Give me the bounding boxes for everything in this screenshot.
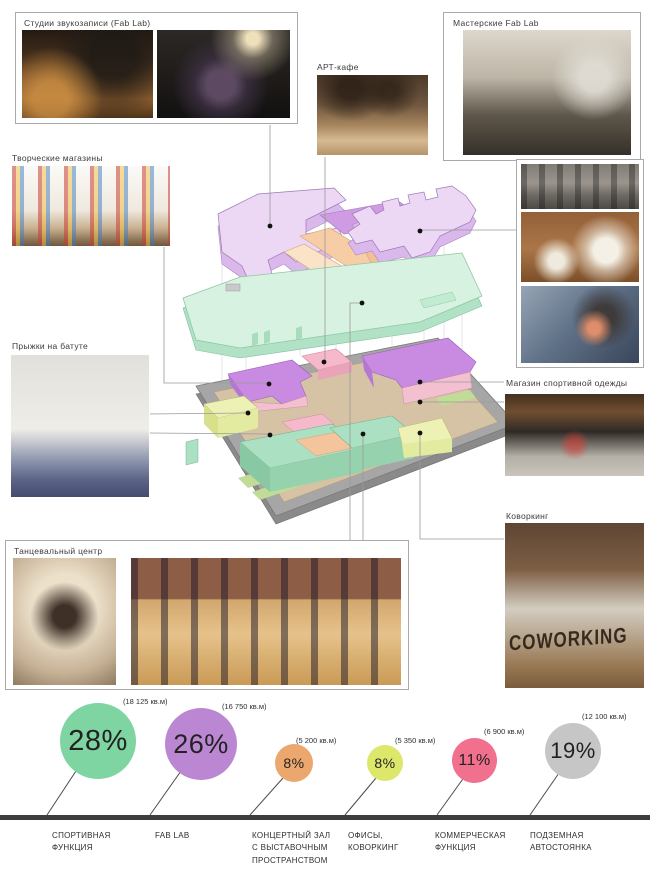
coworking-sign-text: COWORKING (509, 623, 628, 656)
photo-trampoline-hall (11, 355, 149, 497)
bubble-sport-pct: 28% (68, 724, 128, 757)
area-note-commercial: (6 900 кв.м) (484, 727, 525, 736)
photo-sport-store (505, 394, 644, 476)
bubble-concert-hall-pct: 8% (283, 755, 305, 771)
photo-vocal-booth (157, 30, 290, 118)
bubble-parking (545, 723, 601, 779)
bubble-fablab (165, 708, 237, 780)
sound-studios-frame (15, 12, 298, 124)
photo-workshop-class (521, 164, 639, 209)
fablab-workshops-frame (443, 12, 641, 161)
photo-3d-printed-parts (521, 212, 639, 282)
sound-studios-caption: Студии звукозаписи (Fab Lab) (24, 18, 151, 28)
bubble-concert-hall (275, 744, 313, 782)
coworking-caption: Коворкинг (506, 511, 549, 521)
fablab-workshops-caption: Мастерские Fab Lab (453, 18, 539, 28)
bubble-offices-pct: 8% (374, 755, 396, 771)
photo-creative-shop (12, 166, 170, 246)
area-note-offices: (5 350 кв.м) (395, 736, 436, 745)
chart-baseline (0, 815, 650, 820)
dance-center-caption: Танцевальный центр (14, 546, 103, 556)
fablab-workshops-frame-2 (516, 159, 644, 368)
photo-art-cafe (317, 75, 428, 155)
photo-laser-cutter (521, 286, 639, 363)
area-note-concert-hall: (5 200 кв.м) (296, 736, 337, 745)
axis-label-concert-hall: КОНЦЕРТНЫЙ ЗАЛ С ВЫСТАВОЧНЫМ ПРОСТРАНСТВОМ (252, 831, 331, 865)
photo-coworking (505, 523, 644, 688)
axis-label-fablab: FAB LAB (155, 831, 190, 840)
photo-dance-class (131, 558, 401, 685)
site-plan-layer (186, 338, 516, 524)
photo-recording-studio (22, 30, 153, 118)
bubble-sport (60, 703, 136, 779)
bubble-offices (367, 745, 403, 781)
axis-label-parking: ПОДЗЕМНАЯ АВТОСТОЯНКА (530, 831, 592, 853)
creative-shops-caption: Творческие магазины (12, 153, 103, 163)
area-note-sport: (18 125 кв.м) (123, 697, 168, 706)
bubble-fablab-pct: 26% (173, 728, 229, 759)
trampoline-caption: Прыжки на батуте (12, 341, 89, 351)
photo-workshop-lathe (463, 30, 631, 155)
dance-center-frame (5, 540, 409, 690)
axis-label-offices: ОФИСЫ, КОВОРКИНГ (348, 831, 399, 853)
sport-store-caption: Магазин спортивной одежды (506, 378, 628, 388)
bubble-commercial (452, 738, 497, 783)
area-note-fablab: (16 750 кв.м) (222, 702, 267, 711)
art-cafe-caption: АРТ-кафе (317, 62, 359, 72)
bubble-commercial-pct: 11% (458, 751, 491, 769)
bubble-parking-pct: 19% (550, 738, 596, 763)
photo-dance-duo (13, 558, 116, 685)
area-note-parking: (12 100 кв.м) (582, 712, 627, 721)
axis-label-commercial: КОММЕРЧЕСКАЯ ФУНКЦИЯ (435, 831, 506, 853)
axis-label-sport: СПОРТИВНАЯ ФУНКЦИЯ (52, 831, 111, 853)
